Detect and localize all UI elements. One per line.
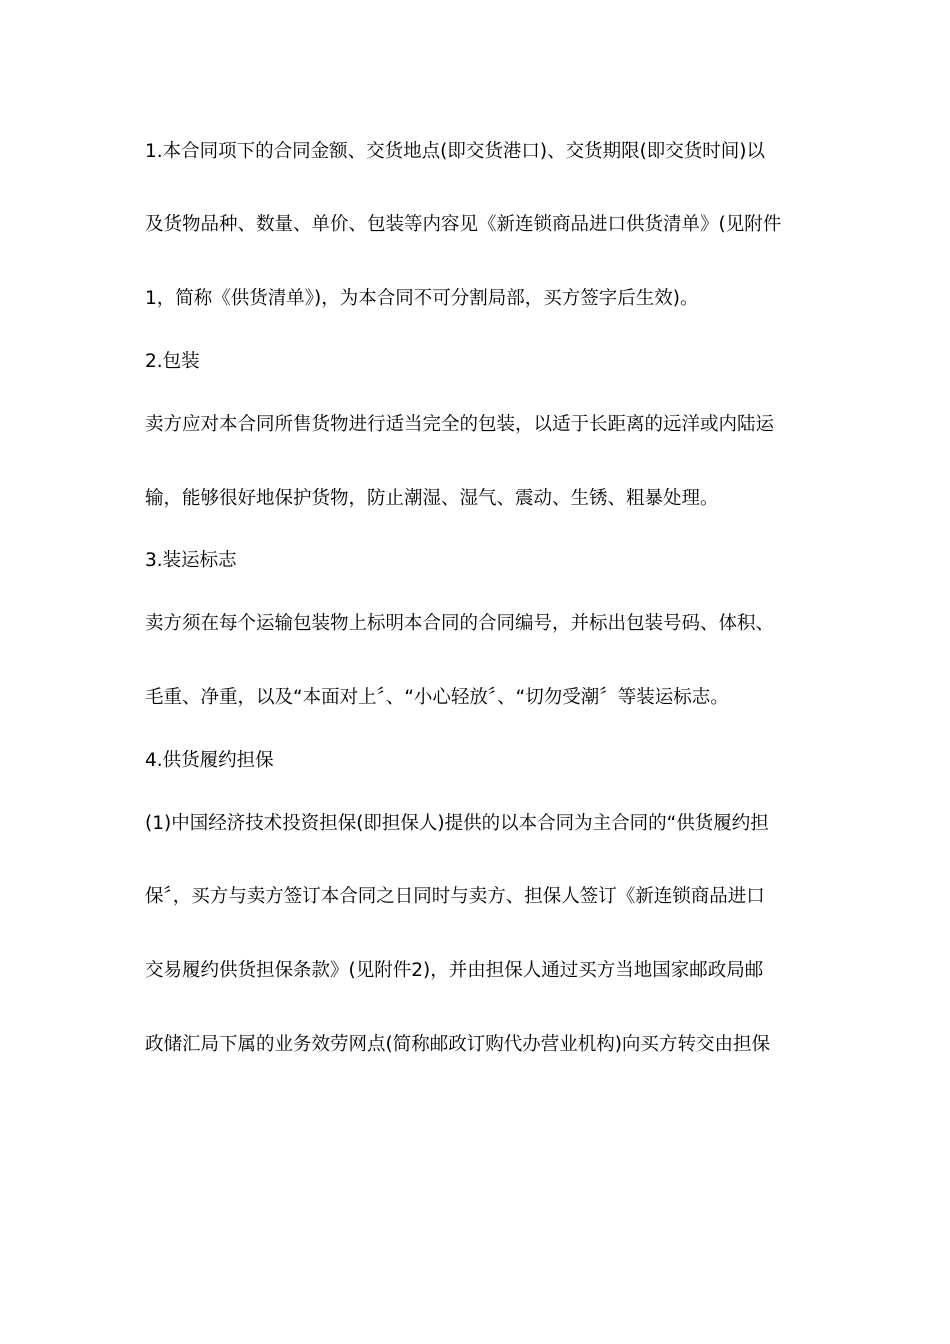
packaging-line-2: 输，能够很好地保护货物，防止潮湿、湿气、震动、生锈、粗暴处理。	[145, 488, 719, 509]
shipping-marks-line-1: 卖方须在每个运输包装物上标明本合同的合同编号，并标出包装号码、体积、	[145, 613, 775, 634]
guarantee-line-3: 交易履约供货担保条款》(见附件2)，并由担保人通过买方当地国家邮政局邮	[145, 960, 764, 981]
guarantee-line-4: 政储汇局下属的业务效劳网点(简称邮政订购代办营业机构)向买方转交由担保	[145, 1034, 770, 1055]
guarantee-line-1: (1)中国经济技术投资担保(即担保人)提供的以本合同为主合同的“供货履约担	[145, 813, 769, 834]
packaging-line-1: 卖方应对本合同所售货物进行适当完全的包装，以适于长距离的远洋或内陆运	[145, 414, 775, 435]
guarantee-line-2: 保〞，买方与卖方签订本合同之日同时与卖方、担保人签订《新连锁商品进口	[145, 886, 765, 907]
section-heading-shipping-marks: 3.装运标志	[145, 550, 237, 571]
section-heading-packaging: 2.包装	[145, 351, 200, 372]
clause-1-line-1: 1.本合同项下的合同金额、交货地点(即交货港口)、交货期限(即交货时间)以	[145, 141, 766, 162]
section-heading-guarantee: 4.供货履约担保	[145, 750, 274, 771]
shipping-marks-line-2: 毛重、净重，以及“本面对上〞、“小心轻放〞、“切勿受潮〞等装运标志。	[145, 687, 729, 708]
clause-1-line-2: 及货物品种、数量、单价、包装等内容见《新连锁商品进口供货清单》(见附件	[145, 214, 782, 235]
clause-1-line-3: 1，简称《供货清单》)，为本合同不可分割局部，买方签字后生效)。	[145, 288, 699, 309]
